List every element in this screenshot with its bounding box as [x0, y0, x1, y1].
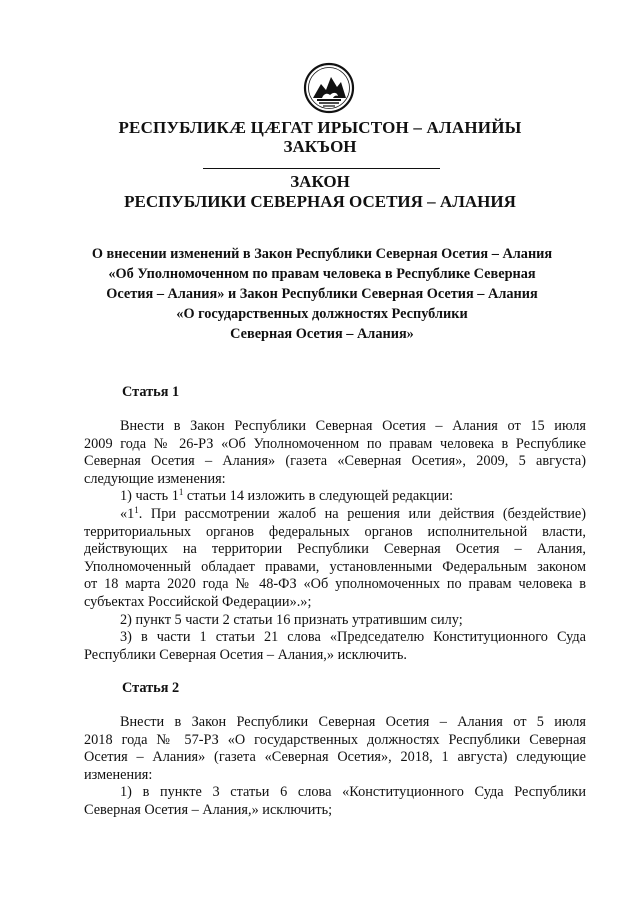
text-fragment: 1) часть 1	[120, 488, 179, 505]
header-republic-ossetian: РЕСПУБЛИКӔ ЦӔГАТ ИРЫСТОН – АЛАНИЙЫ	[118, 118, 522, 137]
article-1-heading: Статья 1	[122, 384, 180, 400]
article-1-body	[84, 418, 586, 664]
superscript: 1	[134, 505, 139, 515]
law-title-line: «Об Уполномоченном по правам человека в Республике Северная	[108, 266, 536, 282]
text-line: территориальных органов федеральных органов исполнительной власти,	[84, 523, 586, 540]
text-line: Осетия – Алания» (газета «Северная Осетия», 2018, 1 августа) следующие	[84, 749, 586, 766]
text-line: субъектах Российской Федерации».»;	[84, 593, 312, 610]
text-line: действующих на территории Республики Северная Осетия – Алания,	[84, 541, 586, 558]
text-line	[84, 488, 586, 506]
header-law-russian: ЗАКОН	[290, 172, 350, 191]
text-line: Северная Осетия – Алания,» исключить;	[84, 801, 333, 818]
text-line: Внести в Закон Республики Северная Осетия – Алания от 15 июля	[120, 418, 586, 434]
header-law-ossetian: ЗАКЪОН	[283, 137, 357, 156]
text-line	[84, 506, 586, 524]
article-2-body	[84, 714, 586, 820]
law-title-line: «О государственных должностях Республики	[176, 306, 468, 322]
text-fragment: «1	[120, 505, 135, 522]
coat-of-arms-emblem	[303, 62, 355, 114]
text-line: 2018 года № 57-РЗ «О государственных должностях Республики Северная	[84, 731, 586, 748]
text-line: следующие изменения:	[84, 470, 226, 487]
law-title-line: Осетия – Алания» и Закон Республики Северная Осетия – Алания	[106, 286, 538, 302]
law-title	[82, 244, 562, 344]
law-title-line: Северная Осетия – Алания»	[230, 326, 414, 342]
superscript: 1	[178, 488, 184, 498]
text-line: 1) в пункте 3 статьи 6 слова «Конституционного Суда Республики	[120, 784, 586, 801]
text-line: 2) пункт 5 части 2 статьи 16 признать утратившим силу;	[120, 611, 463, 628]
article-2-heading: Статья 2	[122, 680, 180, 696]
header-republic-russian: РЕСПУБЛИКИ СЕВЕРНАЯ ОСЕТИЯ – АЛАНИЯ	[124, 192, 516, 211]
text-line: Республики Северная Осетия – Алания,» исключить.	[84, 646, 407, 663]
header-divider	[203, 168, 440, 169]
law-title-line: О внесении изменений в Закон Республики Северная Осетия – Алания	[91, 246, 553, 262]
text-line: изменения:	[84, 766, 153, 783]
text-line: Северная Осетия – Алания» (газета «Северная Осетия», 2009, 5 августа)	[84, 453, 586, 470]
text-fragment: статьи 14 изложить в следующей редакции:	[183, 488, 454, 505]
text-line: Внести в Закон Республики Северная Осетия – Алания от 5 июля	[120, 714, 586, 730]
text-line: от 18 марта 2020 года № 48-ФЗ «Об уполномоченных по правам человека в	[84, 576, 586, 593]
text-line: 2009 года № 26-РЗ «Об Уполномоченном по правам человека в Республике	[84, 435, 586, 452]
text-line: 3) в части 1 статьи 21 слова «Председателю Конституционного Суда	[120, 629, 586, 646]
text-line: Уполномоченный обладает правами, установленными Федеральным законом	[84, 558, 586, 575]
text-fragment: . При рассмотрении жалоб на решения или действия (бездействие)	[138, 505, 586, 522]
